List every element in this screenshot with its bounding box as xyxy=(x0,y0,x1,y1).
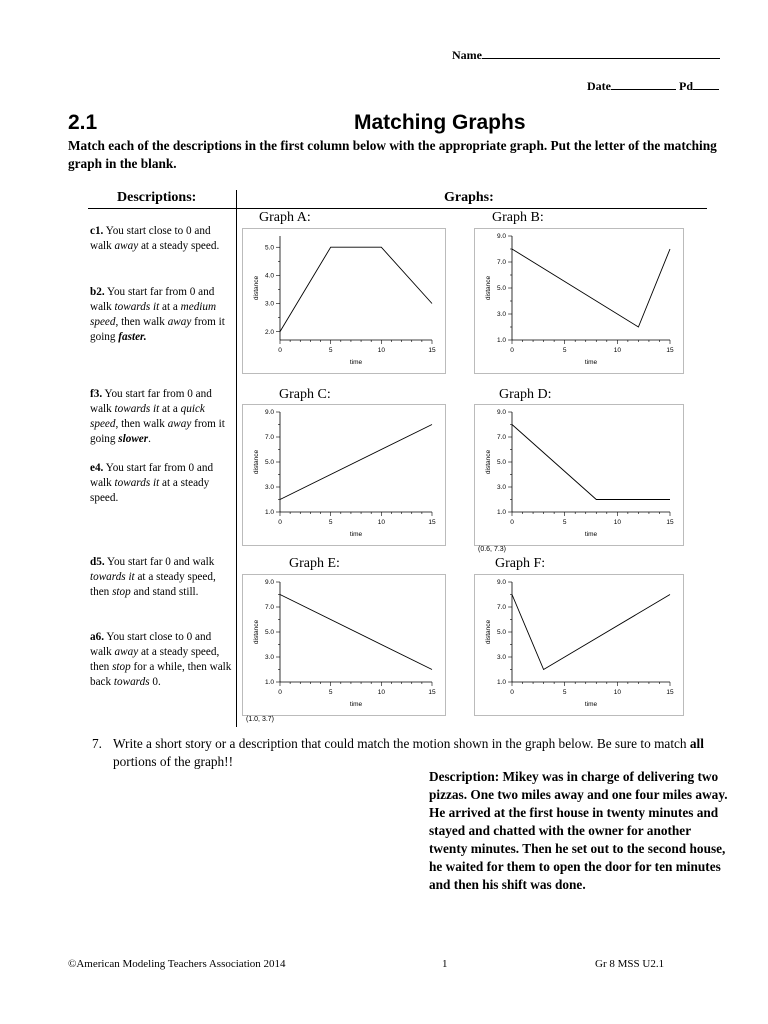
description-text: towards it xyxy=(114,301,160,313)
x-tick-label: 0 xyxy=(278,689,282,696)
date-period-field[interactable] xyxy=(587,77,719,94)
description-text: at a steady speed. xyxy=(90,477,210,504)
page-title: Matching Graphs xyxy=(354,111,526,134)
y-axis-label: distance xyxy=(485,275,492,301)
y-tick-label: 5.0 xyxy=(264,459,274,467)
x-tick-label: 5 xyxy=(328,689,333,696)
graph-d-coordinate-readout: (0.6, 7.3) xyxy=(478,546,507,553)
x-tick-label: 15 xyxy=(666,519,674,526)
graph-line xyxy=(280,425,432,500)
footer-course-code: Gr 8 MSS U2.1 xyxy=(595,958,665,970)
x-tick-label: 0 xyxy=(278,519,282,526)
graph-frame xyxy=(243,575,446,716)
y-tick-label: 5.0 xyxy=(496,285,506,293)
graph-b-title: Graph B: xyxy=(492,210,544,225)
description-text: 0. xyxy=(149,676,161,688)
graph-frame xyxy=(243,405,446,546)
graph-frame xyxy=(475,575,684,716)
y-tick-label: 3.0 xyxy=(264,654,274,662)
description-text: stop xyxy=(112,586,131,598)
description-text: and stand still. xyxy=(130,586,199,598)
question-7-text xyxy=(113,735,713,771)
graph-d-title: Graph D: xyxy=(499,387,552,402)
period-blank[interactable] xyxy=(693,77,719,90)
graph-line xyxy=(280,595,432,670)
x-tick-label: 15 xyxy=(428,347,436,354)
description-text: from it going xyxy=(90,418,225,445)
graph-b xyxy=(474,228,684,374)
period-label: Pd xyxy=(679,79,694,93)
x-tick-label: 10 xyxy=(613,519,621,526)
x-tick-label: 0 xyxy=(278,347,282,354)
description-text: towards it xyxy=(114,403,160,415)
section-number: 2.1 xyxy=(68,111,98,134)
description-d5 xyxy=(90,555,235,600)
description-label: f3. xyxy=(90,388,103,400)
description-label: d5. xyxy=(90,556,105,568)
description-text: You start far from 0 and walk xyxy=(90,286,215,313)
x-tick-label: 10 xyxy=(613,347,621,354)
graph-line xyxy=(280,247,432,331)
graph-e-title: Graph E: xyxy=(289,556,340,571)
graph-e xyxy=(242,574,446,716)
y-tick-label: 5.0 xyxy=(264,244,274,252)
x-tick-label: 5 xyxy=(562,689,567,696)
description-label: a6. xyxy=(90,631,104,643)
page-number: 1 xyxy=(442,958,448,970)
x-tick-label: 0 xyxy=(510,689,514,696)
x-tick-label: 5 xyxy=(328,347,333,354)
y-tick-label: 3.0 xyxy=(264,300,274,308)
question-7-number: 7. xyxy=(92,736,102,751)
y-tick-label: 5.0 xyxy=(264,629,274,637)
description-label: c1. xyxy=(90,225,104,237)
description-text: quick speed xyxy=(90,403,205,430)
x-tick-label: 15 xyxy=(428,519,436,526)
graph-line xyxy=(512,595,670,670)
y-axis-label: distance xyxy=(253,619,260,645)
x-axis-label: time xyxy=(584,359,598,366)
description-text: You start far 0 and walk xyxy=(104,556,215,568)
name-blank[interactable] xyxy=(482,46,720,59)
y-tick-label: 5.0 xyxy=(496,629,506,637)
date-label: Date xyxy=(587,79,611,93)
y-tick-label: 3.0 xyxy=(264,484,274,492)
description-text: from it going xyxy=(90,316,225,343)
y-axis-label: distance xyxy=(253,449,260,475)
description-text: , then walk xyxy=(115,316,168,328)
x-tick-label: 0 xyxy=(510,519,514,526)
y-tick-label: 1.0 xyxy=(496,337,506,345)
description-text: You start close to 0 and walk xyxy=(90,631,212,658)
y-axis-label: distance xyxy=(485,619,492,645)
description-c1 xyxy=(90,224,235,254)
y-tick-label: 9.0 xyxy=(264,409,274,417)
y-axis-label: distance xyxy=(485,449,492,475)
graph-d xyxy=(474,404,684,546)
graph-f-title: Graph F: xyxy=(495,556,546,571)
x-tick-label: 5 xyxy=(328,519,333,526)
instructions: Match each of the descriptions in the first column below with the appropriate graph. Put the letter of the matching graph in the blank. xyxy=(68,138,717,171)
graph-a xyxy=(242,228,446,374)
story-answer: Description: Mikey was in charge of delivering two pizzas. One two miles away and one four miles away. He arrived at the first house in twenty minutes and stayed and chatted with the owner for another twenty minutes. Then he set out to the second house, he waited for them to open the door for ten minutes and then his shift was done. xyxy=(429,769,728,892)
graph-frame xyxy=(475,229,684,374)
y-tick-label: 3.0 xyxy=(496,654,506,662)
description-text: slower xyxy=(118,433,149,445)
description-e4 xyxy=(90,461,235,506)
x-axis-label: time xyxy=(349,531,363,538)
x-axis-label: time xyxy=(349,359,363,366)
y-tick-label: 9.0 xyxy=(264,579,274,587)
description-f3 xyxy=(90,387,235,447)
y-tick-label: 3.0 xyxy=(496,484,506,492)
x-tick-label: 15 xyxy=(666,347,674,354)
x-tick-label: 5 xyxy=(562,519,567,526)
description-text: for a while, then walk back xyxy=(90,661,232,688)
x-tick-label: 10 xyxy=(377,689,385,696)
y-tick-label: 7.0 xyxy=(496,259,506,267)
graph-f xyxy=(474,574,684,716)
description-text: away xyxy=(167,316,192,328)
name-label: Name xyxy=(452,48,482,62)
y-tick-label: 1.0 xyxy=(264,679,274,687)
graph-frame xyxy=(475,405,684,546)
x-tick-label: 15 xyxy=(666,689,674,696)
question-7-prompt-end: portions of the graph!! xyxy=(113,754,234,769)
description-text: towards xyxy=(113,676,150,688)
y-tick-label: 4.0 xyxy=(264,272,274,280)
y-tick-label: 7.0 xyxy=(264,604,274,612)
description-text: , then walk xyxy=(115,418,168,430)
description-text: at a steady speed, then xyxy=(90,571,216,598)
description-label: e4. xyxy=(90,462,104,474)
description-text: You start far from 0 and walk xyxy=(90,462,214,489)
y-tick-label: 1.0 xyxy=(496,679,506,687)
question-7-emphasis: all xyxy=(689,736,704,751)
x-axis-label: time xyxy=(349,701,363,708)
description-label: b2. xyxy=(90,286,105,298)
y-tick-label: 7.0 xyxy=(496,434,506,442)
y-tick-label: 1.0 xyxy=(264,509,274,517)
x-tick-label: 0 xyxy=(510,347,514,354)
graph-a-title: Graph A: xyxy=(259,210,311,225)
description-text: at a steady speed. xyxy=(138,240,220,252)
description-text: medium speed xyxy=(90,301,217,328)
x-tick-label: 10 xyxy=(377,519,385,526)
description-a6 xyxy=(90,630,235,690)
description-text: away xyxy=(114,240,139,252)
column-divider xyxy=(236,190,237,727)
x-axis-label: time xyxy=(584,701,598,708)
y-tick-label: 7.0 xyxy=(264,434,274,442)
x-tick-label: 15 xyxy=(428,689,436,696)
description-text: at a steady speed, then xyxy=(90,646,220,673)
y-axis-label: distance xyxy=(253,275,260,301)
name-field[interactable] xyxy=(452,46,720,63)
y-tick-label: 9.0 xyxy=(496,233,506,241)
y-tick-label: 3.0 xyxy=(496,311,506,319)
graphs-heading: Graphs: xyxy=(444,190,494,205)
description-text: away xyxy=(167,418,192,430)
description-text: towards it xyxy=(114,477,160,489)
description-text: You start close to 0 and walk xyxy=(90,225,211,252)
x-tick-label: 5 xyxy=(562,347,567,354)
graph-line xyxy=(512,249,670,327)
x-tick-label: 10 xyxy=(613,689,621,696)
description-text: stop xyxy=(112,661,131,673)
graph-line xyxy=(512,425,670,500)
y-tick-label: 9.0 xyxy=(496,409,506,417)
date-blank[interactable] xyxy=(611,77,676,90)
footer-copyright: ©American Modeling Teachers Association 2014 xyxy=(68,958,286,970)
description-text: at a xyxy=(159,301,181,313)
description-text: away xyxy=(114,646,139,658)
header-rule xyxy=(88,208,707,209)
graph-c xyxy=(242,404,446,546)
x-axis-label: time xyxy=(584,531,598,538)
question-7-prompt: Write a short story or a description that could match the motion shown in the graph below. Be sure to match xyxy=(113,736,687,751)
description-text: You start far from 0 and walk xyxy=(90,388,212,415)
description-text: . xyxy=(148,433,151,445)
y-tick-label: 5.0 xyxy=(496,459,506,467)
y-tick-label: 7.0 xyxy=(496,604,506,612)
y-tick-label: 2.0 xyxy=(264,328,274,336)
x-tick-label: 10 xyxy=(377,347,385,354)
description-text: towards it xyxy=(90,571,135,583)
graph-e-coordinate-readout: (1.0, 3.7) xyxy=(246,716,275,723)
description-b2 xyxy=(90,285,235,345)
description-text: at a xyxy=(159,403,181,415)
descriptions-heading: Descriptions: xyxy=(117,190,197,205)
y-tick-label: 1.0 xyxy=(496,509,506,517)
description-text: faster. xyxy=(118,331,147,343)
graph-c-title: Graph C: xyxy=(279,387,331,402)
y-tick-label: 9.0 xyxy=(496,579,506,587)
